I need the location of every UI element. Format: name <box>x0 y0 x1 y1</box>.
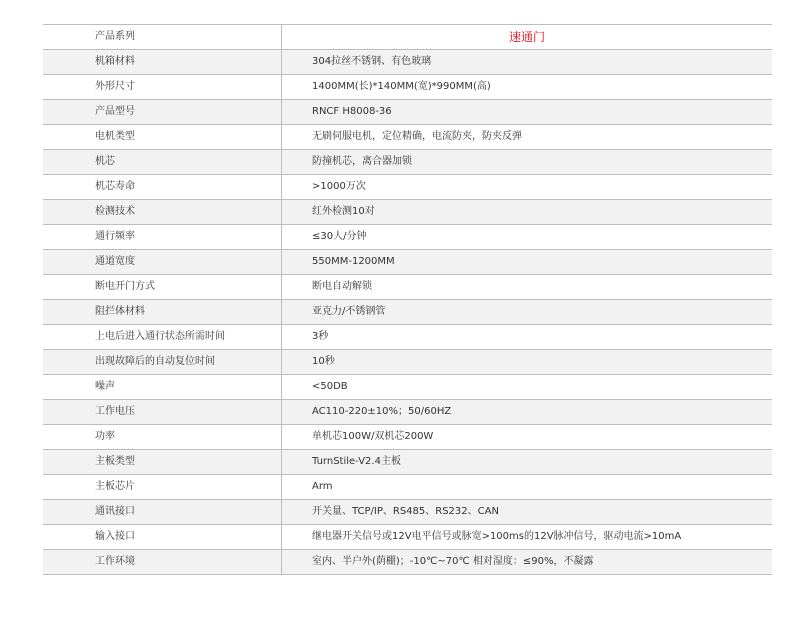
spec-value: 10秒 <box>312 356 335 367</box>
spec-label: 阻拦体材料 <box>43 300 282 324</box>
spec-label: 噪声 <box>43 375 282 399</box>
spec-table <box>43 24 772 575</box>
spec-label: 主板芯片 <box>43 475 282 499</box>
spec-value: 550MM-1200MM <box>312 256 395 267</box>
spec-value: 防撞机芯，离合器加锁 <box>312 156 412 167</box>
spec-row <box>43 50 772 75</box>
spec-row <box>43 550 772 575</box>
spec-label: 外形尺寸 <box>43 75 282 99</box>
spec-row <box>43 125 772 150</box>
spec-row <box>43 375 772 400</box>
spec-row <box>43 75 772 100</box>
spec-label: 输入接口 <box>43 525 282 549</box>
spec-label: 通道宽度 <box>43 250 282 274</box>
spec-label: 通行频率 <box>43 225 282 249</box>
spec-value: 1400MM(长)*140MM(宽)*990MM(高) <box>312 81 491 92</box>
spec-row <box>43 250 772 275</box>
spec-value: 无刷伺服电机，定位精确，电流防夹，防夹反弹 <box>312 131 522 142</box>
spec-label: 机芯 <box>43 150 282 174</box>
spec-value: 单机芯100W/双机芯200W <box>312 431 434 442</box>
spec-row <box>43 425 772 450</box>
spec-label: 产品型号 <box>43 100 282 124</box>
spec-value: ≤30人/分钟 <box>312 231 367 242</box>
spec-label: 机箱材料 <box>43 50 282 74</box>
spec-value: 室内、半户外(荫棚)；-10℃~70℃ 相对湿度：≤90%，不凝露 <box>312 556 594 567</box>
spec-row <box>43 500 772 525</box>
spec-value: 红外检测10对 <box>312 206 375 217</box>
spec-label: 工作电压 <box>43 400 282 424</box>
spec-label: 检测技术 <box>43 200 282 224</box>
spec-label: 功率 <box>43 425 282 449</box>
spec-label: 机芯寿命 <box>43 175 282 199</box>
spec-value: 亚克力/不锈钢管 <box>312 306 386 317</box>
spec-row <box>43 150 772 175</box>
spec-row <box>43 100 772 125</box>
spec-label: 产品系列 <box>43 25 282 49</box>
spec-value: >1000万次 <box>312 181 366 192</box>
spec-row <box>43 350 772 375</box>
spec-value: Arm <box>312 481 333 492</box>
spec-row <box>43 525 772 550</box>
spec-value: 继电器开关信号或12V电平信号或脉宽>100ms的12V脉冲信号，驱动电流>10mA <box>312 531 682 542</box>
spec-value: <50DB <box>312 381 348 392</box>
spec-label: 出现故障后的自动复位时间 <box>43 350 282 374</box>
spec-label: 工作环境 <box>43 550 282 574</box>
spec-label: 上电后进入通行状态所需时间 <box>43 325 282 349</box>
spec-row <box>43 325 772 350</box>
spec-row <box>43 475 772 500</box>
spec-label: 电机类型 <box>43 125 282 149</box>
spec-value: RNCF H8008-36 <box>312 106 392 117</box>
spec-row <box>43 225 772 250</box>
spec-row-product-series <box>43 25 772 50</box>
spec-row <box>43 275 772 300</box>
spec-value: 开关量、TCP/IP、RS485、RS232、CAN <box>312 506 499 517</box>
spec-value: 304拉丝不锈钢、有色玻璃 <box>312 56 432 67</box>
spec-value-title: 速通门 <box>508 30 545 44</box>
spec-value: 3秒 <box>312 331 329 342</box>
spec-label: 主板类型 <box>43 450 282 474</box>
spec-row <box>43 400 772 425</box>
spec-label: 断电开门方式 <box>43 275 282 299</box>
spec-row <box>43 450 772 475</box>
spec-row <box>43 300 772 325</box>
spec-label: 通讯接口 <box>43 500 282 524</box>
spec-row <box>43 200 772 225</box>
spec-value: 断电自动解锁 <box>312 281 372 292</box>
spec-row <box>43 175 772 200</box>
spec-value: TurnStile-V2.4主板 <box>312 456 401 467</box>
spec-value: AC110-220±10%；50/60HZ <box>312 406 452 417</box>
